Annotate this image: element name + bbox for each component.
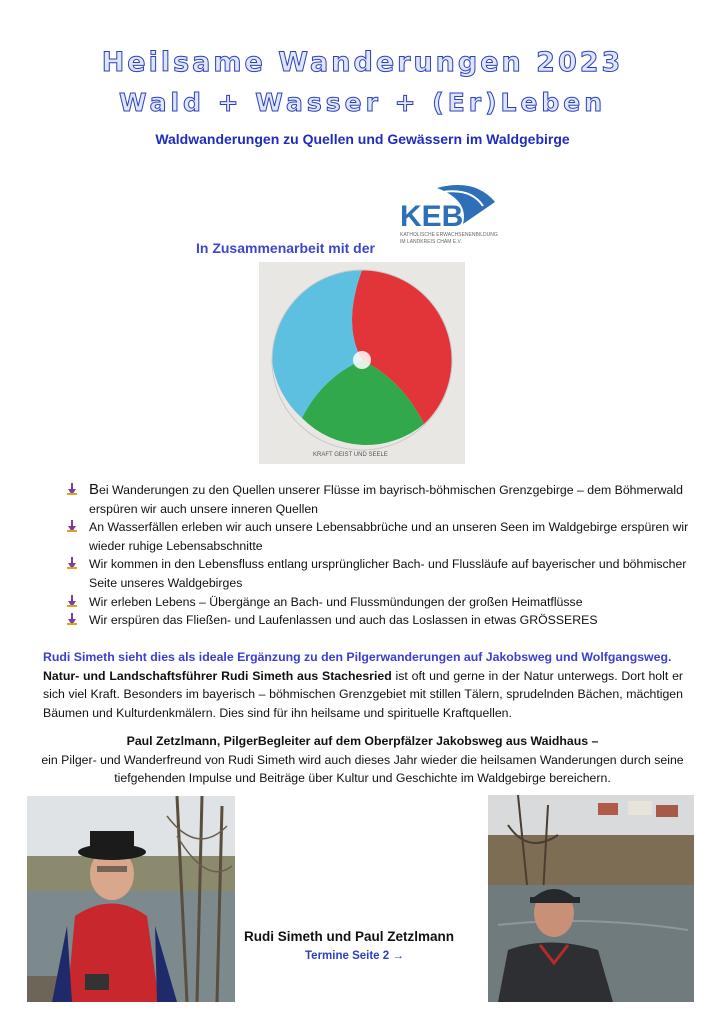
arrow-bullet-icon <box>65 595 79 609</box>
paul-text: ein Pilger- und Wanderfreund von Rudi Simeth wird auch dieses Jahr wieder die heilsamen Wanderungen durch seine tiefgehenden Impulse und Beiträge über Kultur und Geschichte im Waldgebirge bereichern. <box>41 752 684 786</box>
list-item <box>63 518 693 555</box>
page-title: Heilsame Wanderungen 2023 <box>101 47 624 78</box>
svg-text:KATHOLISCHE ERWACHSENENBILDUNG: KATHOLISCHE ERWACHSENENBILDUNG <box>400 232 498 238</box>
svg-text:KRAFT GEIST UND SEELE: KRAFT GEIST UND SEELE <box>313 452 388 458</box>
termine-link[interactable]: Termine Seite 2 → <box>305 950 404 962</box>
paul-heading: Paul Zetzlmann, PilgerBegleiter auf dem Oberpfälzer Jakobsweg aus Waidhaus – <box>126 734 599 748</box>
page-subtitle: Waldwanderungen zu Quellen und Gewässern im Waldgebirge <box>155 131 570 147</box>
list-item-text: Wir erleben Lebens – Übergänge an Bach- und Flussmündungen der großen Heimatflüsse <box>89 594 583 609</box>
paul-section <box>40 732 685 788</box>
list-item-text: Wir kommen in den Lebensfluss entlang ursprünglicher Bach- und Flussläufe auf bayerischer und böhmischer Seite unseres Waldgebirges <box>89 557 687 590</box>
photo-caption-names: Rudi Simeth und Paul Zetzlmann <box>244 929 455 944</box>
arrow-bullet-icon <box>65 557 79 571</box>
list-item <box>63 611 693 630</box>
intro-paragraph <box>43 648 683 722</box>
list-item <box>63 555 693 592</box>
svg-text:IM LANDKREIS CHAM E.V.: IM LANDKREIS CHAM E.V. <box>400 239 462 245</box>
list-item <box>63 481 693 518</box>
page-title-line-2: Wald + Wasser + (Er)Leben <box>118 88 607 117</box>
keb-logo <box>395 170 530 252</box>
cooperation-text: In Zusammenarbeit mit der <box>196 240 375 256</box>
yin-yang-artwork <box>259 262 465 464</box>
highlight-sentence: Rudi Simeth sieht dies als ideale Ergänzung zu den Pilgerwanderungen auf Jakobsweg und Wolfgangsweg. <box>43 650 672 664</box>
paragraph-text: ist oft und gerne in der Natur unterwegs. Dort holt er sich viel Kraft. Besonders im bayerisch – böhmischen Grenzgebiet mit stillen Tälern, sprudelnden Bächen, mächtigen Bäumen und Kulturdenkmälern. Dies sind für ihn heilsame und spirituelle Kraftquellen. <box>43 668 683 720</box>
list-item-text: An Wasserfällen erleben wir auch unsere Lebensabbrüche und an unseren Seen im Waldgebirge erspüren wir wieder ruhige Lebensabschnitte <box>89 520 689 553</box>
photo-rudi-simeth <box>27 796 235 1002</box>
list-item-text: ei Wanderungen zu den Quellen unserer Flüsse im bayrisch-böhmischen Grenzgebirge – dem Böhmerwald erspüren wir auch unsere inneren Quellen <box>89 483 683 516</box>
guide-intro: Natur- und Landschaftsführer Rudi Simeth aus Stachesried <box>43 668 392 683</box>
list-item <box>63 593 693 612</box>
feature-list <box>63 481 693 630</box>
arrow-bullet-icon <box>65 613 79 627</box>
arrow-bullet-icon <box>65 483 79 497</box>
svg-text:KEB: KEB <box>400 200 464 233</box>
list-item-text: Wir erspüren das Fließen- und Laufenlassen und auch das Loslassen in etwas GRÖSSERES <box>89 613 598 628</box>
photo-paul-zetzlmann <box>488 795 694 1002</box>
drop-letter: B <box>89 481 100 498</box>
arrow-bullet-icon <box>65 520 79 534</box>
